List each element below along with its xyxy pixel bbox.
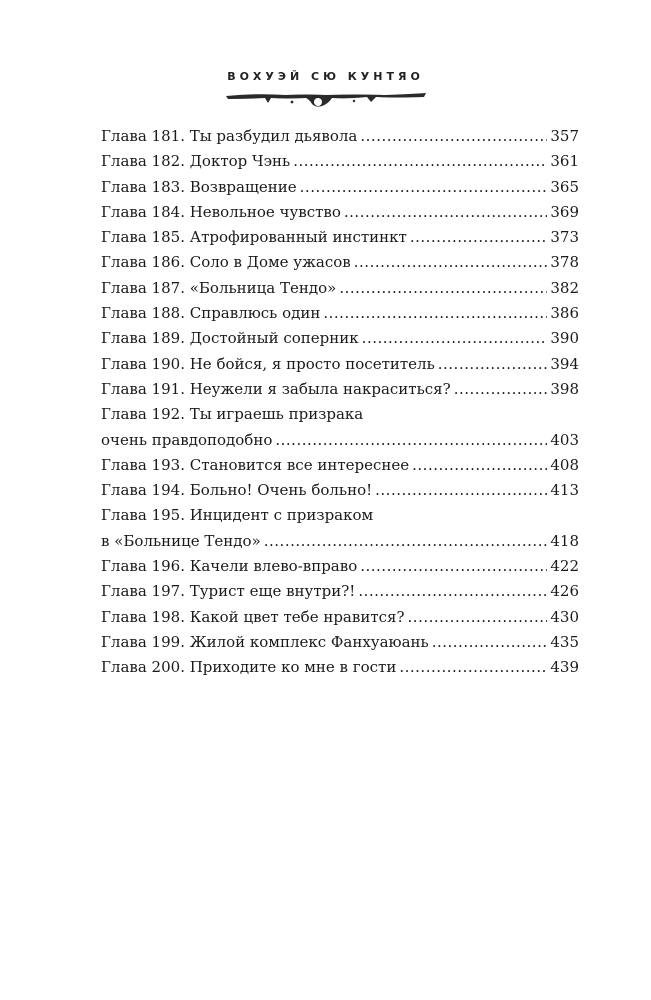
toc-entry-title: Глава 198. Какой цвет тебе нравится? xyxy=(101,607,405,626)
toc-entry xyxy=(101,149,579,174)
toc-entry xyxy=(101,377,579,402)
dot-leader xyxy=(375,478,547,503)
toc-entry-page-number: 365 xyxy=(550,177,579,196)
dot-leader xyxy=(264,529,548,554)
toc-entry xyxy=(101,554,579,579)
toc-entry-page-number: 369 xyxy=(550,202,579,221)
dot-leader xyxy=(358,579,547,604)
toc-entry-page-number: 390 xyxy=(550,329,579,348)
dot-leader xyxy=(293,149,547,174)
toc-entry xyxy=(101,453,579,478)
toc-entry-title: Глава 197. Турист еще внутри?! xyxy=(101,582,356,601)
toc-entry-page-number: 386 xyxy=(550,304,579,323)
toc-entry-title: Глава 188. Справлюсь один xyxy=(101,304,321,323)
toc-entry xyxy=(101,301,579,326)
dot-leader xyxy=(275,428,547,453)
toc-entry-title: Глава 184. Невольное чувство xyxy=(101,202,341,221)
toc-entry xyxy=(101,352,579,377)
toc-entry-title: Глава 182. Доктор Чэнь xyxy=(101,152,291,171)
toc-entry xyxy=(101,503,579,554)
toc-entry-title: Глава 186. Соло в Доме ужасов xyxy=(101,253,351,272)
author-name: ВОХУЭЙ СЮ КУНТЯО xyxy=(227,70,424,83)
toc-entry-page-number: 373 xyxy=(550,228,579,247)
table-of-contents xyxy=(101,124,579,681)
dot-leader xyxy=(432,630,548,655)
ink-splash-ornament xyxy=(226,91,426,109)
toc-entry-page-number: 422 xyxy=(550,557,579,576)
toc-entry xyxy=(101,402,579,453)
toc-entry-title-line: Глава 195. Инцидент с призраком xyxy=(101,506,374,525)
toc-entry-title: Глава 190. Не бойся, я просто посетитель xyxy=(101,354,435,373)
toc-entry xyxy=(101,655,579,680)
toc-entry-page-number: 394 xyxy=(550,354,579,373)
dot-leader xyxy=(438,352,548,377)
toc-entry-title: в «Больнице Тендо» xyxy=(101,531,261,550)
toc-entry-title: Глава 193. Становится все интереснее xyxy=(101,455,410,474)
dot-leader xyxy=(354,250,548,275)
running-header xyxy=(0,70,651,109)
toc-entry xyxy=(101,630,579,655)
dot-leader xyxy=(412,453,547,478)
dot-leader xyxy=(300,175,548,200)
toc-entry-title: Глава 191. Неужели я забыла накраситься? xyxy=(101,379,451,398)
toc-entry-page-number: 426 xyxy=(550,582,579,601)
toc-entry-page-number: 357 xyxy=(550,127,579,145)
toc-entry-page-number: 435 xyxy=(550,632,579,651)
toc-entry-title: Глава 196. Качели влево-вправо xyxy=(101,557,358,576)
dot-leader xyxy=(360,124,547,149)
toc-entry-title: Глава 187. «Больница Тендо» xyxy=(101,278,337,297)
toc-entry xyxy=(101,250,579,275)
dot-leader xyxy=(399,655,547,680)
dot-leader xyxy=(408,605,548,630)
toc-entry-page-number: 382 xyxy=(550,278,579,297)
dot-leader xyxy=(454,377,548,402)
toc-entry-page-number: 418 xyxy=(550,531,579,550)
toc-entry-page-number: 403 xyxy=(550,430,579,449)
toc-entry-page-number: 413 xyxy=(550,481,579,500)
toc-entry xyxy=(101,225,579,250)
toc-entry-page-number: 408 xyxy=(550,455,579,474)
toc-entry-page-number: 398 xyxy=(550,379,579,398)
dot-leader xyxy=(339,276,547,301)
toc-entry xyxy=(101,579,579,604)
toc-entry-title: Глава 199. Жилой комплекс Фанхуаюань xyxy=(101,632,429,651)
toc-entry-title: Глава 200. Приходите ко мне в гости xyxy=(101,658,397,677)
toc-entry-page-number: 430 xyxy=(550,607,579,626)
dot-leader xyxy=(410,225,548,250)
toc-entry xyxy=(101,276,579,301)
dot-leader xyxy=(344,200,547,225)
toc-entry xyxy=(101,478,579,503)
toc-entry-title: Глава 183. Возвращение xyxy=(101,177,297,196)
toc-entry-title: Глава 194. Больно! Очень больно! xyxy=(101,481,373,500)
toc-entry xyxy=(101,175,579,200)
toc-entry-title: Глава 185. Атрофированный инстинкт xyxy=(101,228,407,247)
toc-entry xyxy=(101,124,579,149)
toc-entry-title: Глава 181. Ты разбудил дьявола xyxy=(101,127,358,145)
toc-entry xyxy=(101,200,579,225)
toc-entry-title: Глава 189. Достойный соперник xyxy=(101,329,359,348)
toc-entry-title: очень правдоподобно xyxy=(101,430,273,449)
toc-entry xyxy=(101,326,579,351)
dot-leader xyxy=(362,326,548,351)
toc-entry-title-line: Глава 192. Ты играешь призрака xyxy=(101,405,364,424)
toc-entry-page-number: 439 xyxy=(550,658,579,677)
toc-entry-page-number: 361 xyxy=(550,152,579,171)
toc-entry xyxy=(101,605,579,630)
dot-leader xyxy=(323,301,547,326)
toc-entry-page-number: 378 xyxy=(550,253,579,272)
dot-leader xyxy=(360,554,547,579)
